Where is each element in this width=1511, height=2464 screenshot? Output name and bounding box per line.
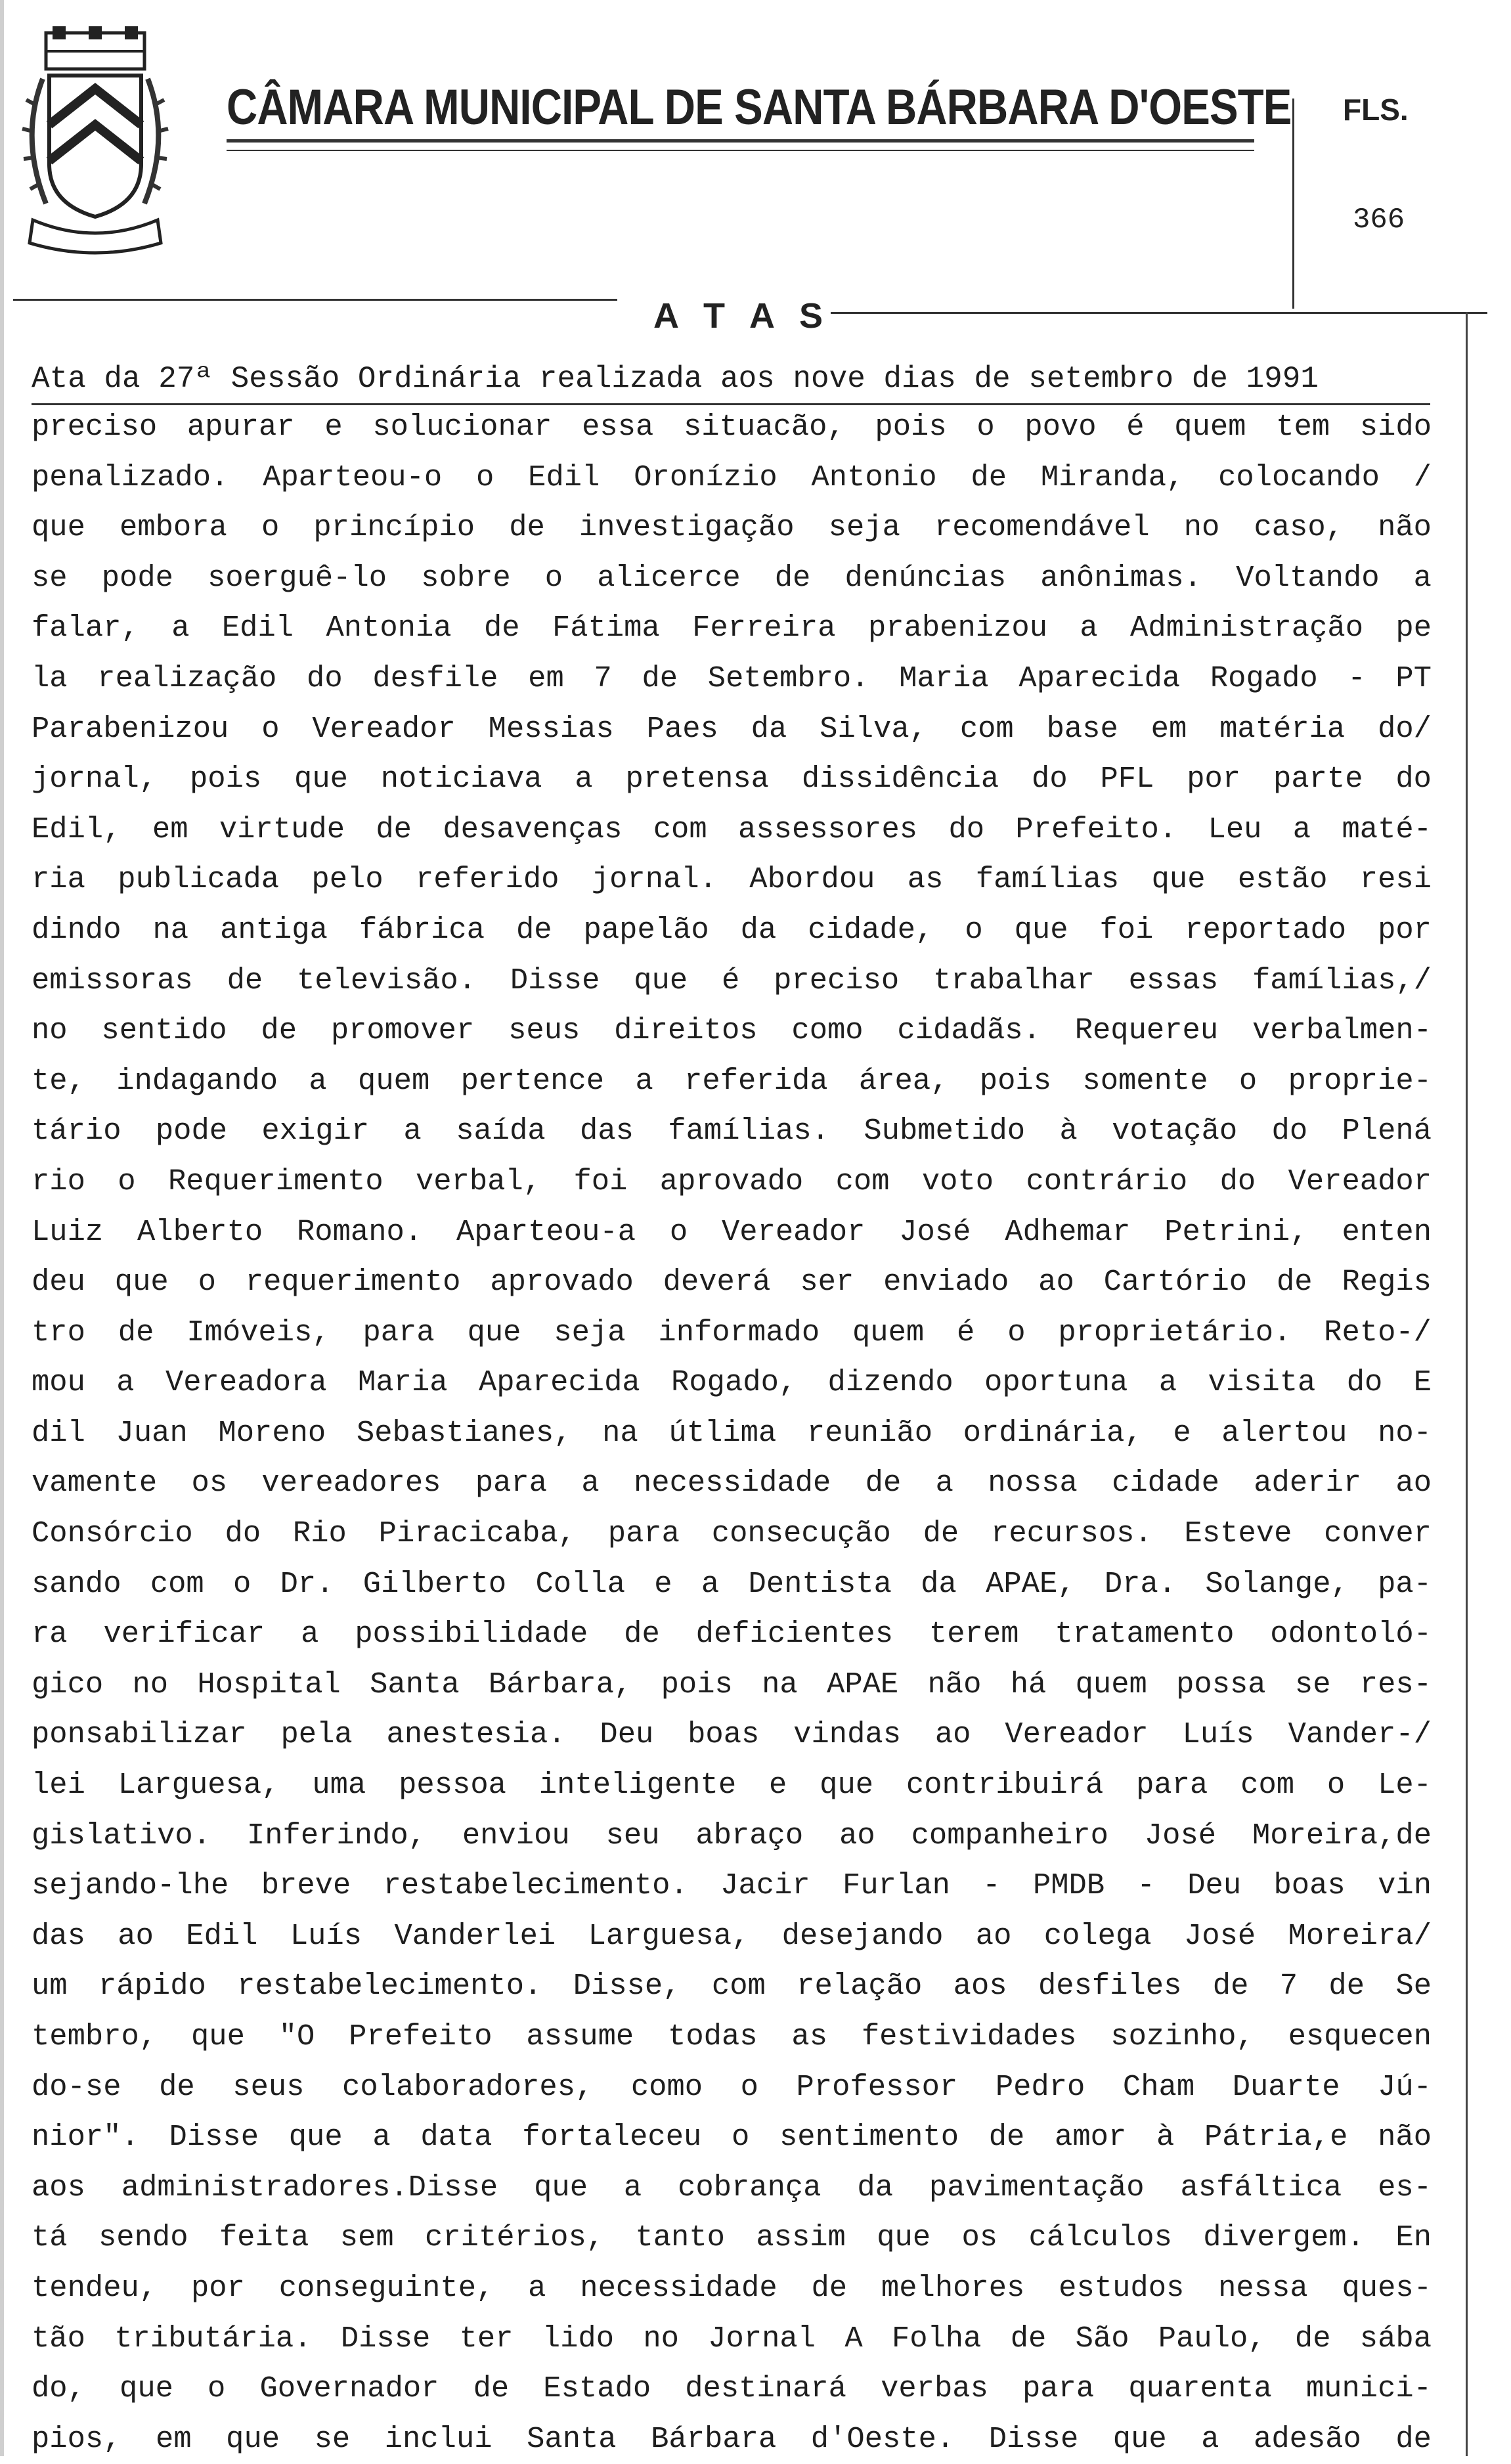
document-line: dindo na antiga fábrica de papelão da cidade, o que foi reportado por [32, 912, 1432, 947]
document-line: sejando-lhe breve restabelecimento. Jacir Furlan - PMDB - Deu boas vin [32, 1868, 1432, 1903]
section-title: A T A S [653, 296, 831, 336]
document-body [32, 402, 1432, 2464]
document-line: que embora o princípio de investigação seja recomendável no caso, não [32, 510, 1432, 545]
document-line: tão tributária. Disse ter lido no Jornal A Folha de São Paulo, de sába [32, 2321, 1432, 2356]
document-line: vamente os vereadores para a necessidade de a nossa cidade aderir ao [32, 1466, 1432, 1501]
document-line: penalizado. Aparteou-o o Edil Oronízio Antonio de Miranda, colocando / [32, 460, 1432, 495]
document-line: Consórcio do Rio Piracicaba, para consecução de recursos. Esteve conver [32, 1516, 1432, 1551]
header-rule-thin [227, 150, 1254, 151]
document-line: do-se de seus colaboradores, como o Professor Pedro Cham Duarte Jú- [32, 2069, 1432, 2104]
document-line: se pode soerguê-lo sobre o alicerce de denúncias anônimas. Voltando a [32, 560, 1432, 595]
document-line: um rápido restabelecimento. Disse, com relação aos desfiles de 7 de Se [32, 1969, 1432, 2004]
document-line: tá sendo feita sem critérios, tanto assim que os cálculos divergem. En [32, 2220, 1432, 2255]
document-line: te, indagando a quem pertence a referida área, pois somente o proprie- [32, 1063, 1432, 1098]
document-line: das ao Edil Luís Vanderlei Larguesa, desejando ao colega José Moreira/ [32, 1918, 1432, 1953]
document-line: nior". Disse que a data fortaleceu o sentimento de amor à Pátria,e não [32, 2120, 1432, 2155]
document-line: Edil, em virtude de desavenças com assessores do Prefeito. Leu a maté- [32, 812, 1432, 847]
document-line: gislativo. Inferindo, enviou seu abraço ao companheiro José Moreira,de [32, 1818, 1432, 1853]
fls-label: FLS. [1343, 93, 1409, 127]
document-line: no sentido de promover seus direitos como cidadãs. Requereu verbalmen- [32, 1013, 1432, 1048]
document-line: emissoras de televisão. Disse que é preciso trabalhar essas famílias,/ [32, 963, 1432, 998]
document-line: tembro, que "O Prefeito assume todas as festividades sozinho, esquecen [32, 2019, 1432, 2054]
document-line: ra verificar a possibilidade de deficientes terem tratamento odontoló- [32, 1617, 1432, 1652]
page-number: 366 [1353, 204, 1405, 236]
session-heading: Ata da 27ª Sessão Ordinária realizada aos nove dias de setembro de 1991 [32, 355, 1430, 405]
document-line: tário pode exigir a saída das famílias. Submetido à votação do Plená [32, 1114, 1432, 1149]
document-line: tendeu, por conseguinte, a necessidade de melhores estudos nessa ques- [32, 2270, 1432, 2305]
document-line: tro de Imóveis, para que seja informado quem é o proprietário. Reto-/ [32, 1315, 1432, 1350]
document-line: preciso apurar e solucionar essa situacão, pois o povo é quem tem sido [32, 410, 1432, 444]
document-line: do, que o Governador de Estado destinará verbas para quarenta munici- [32, 2371, 1432, 2406]
document-line: Parabenizou o Vereador Messias Paes da Silva, com base em matéria do/ [32, 711, 1432, 746]
document-line: ria publicada pelo referido jornal. Abordou as famílias que estão resi [32, 862, 1432, 897]
document-line: pios, em que se inclui Santa Bárbara d'Oeste. Disse que a adesão de [32, 2421, 1432, 2456]
document-line: dil Juan Moreno Sebastianes, na útlima reunião ordinária, e alertou no- [32, 1415, 1432, 1450]
document-line: lei Larguesa, uma pessoa inteligente e que contribuirá para com o Le- [32, 1768, 1432, 1803]
header-rule [227, 139, 1254, 143]
document-line: jornal, pois que noticiava a pretensa dissidência do PFL por parte do [32, 762, 1432, 797]
section-rule-right [831, 312, 1487, 314]
document-line: mou a Vereadora Maria Aparecida Rogado, dizendo oportuna a visita do E [32, 1365, 1432, 1400]
document-line: aos administradores.Disse que a cobrança da pavimentação asfáltica es- [32, 2170, 1432, 2205]
document-line: rio o Requerimento verbal, foi aprovado com voto contrário do Vereador [32, 1164, 1432, 1199]
header-vertical-divider [1292, 99, 1294, 309]
document-line: gico no Hospital Santa Bárbara, pois na APAE não há quem possa se res- [32, 1667, 1432, 1702]
text-box-right-border [1466, 312, 1468, 2456]
document-line: falar, a Edil Antonia de Fátima Ferreira prabenizou a Administração pe [32, 611, 1432, 646]
document-line: deu que o requerimento aprovado deverá ser enviado ao Cartório de Regis [32, 1265, 1432, 1300]
municipal-coat-of-arms-icon [20, 26, 171, 263]
document-line: la realização do desfile em 7 de Setembro. Maria Aparecida Rogado - PT [32, 661, 1432, 695]
document-line: sando com o Dr. Gilberto Colla e a Dentista da APAE, Dra. Solange, pa- [32, 1566, 1432, 1601]
header-title: CÂMARA MUNICIPAL DE SANTA BÁRBARA D'OESTE [227, 79, 1292, 135]
document-line: Luiz Alberto Romano. Aparteou-a o Vereador José Adhemar Petrini, enten [32, 1214, 1432, 1249]
section-rule-left [13, 299, 617, 301]
document-line: ponsabilizar pela anestesia. Deu boas vindas ao Vereador Luís Vander-/ [32, 1717, 1432, 1752]
